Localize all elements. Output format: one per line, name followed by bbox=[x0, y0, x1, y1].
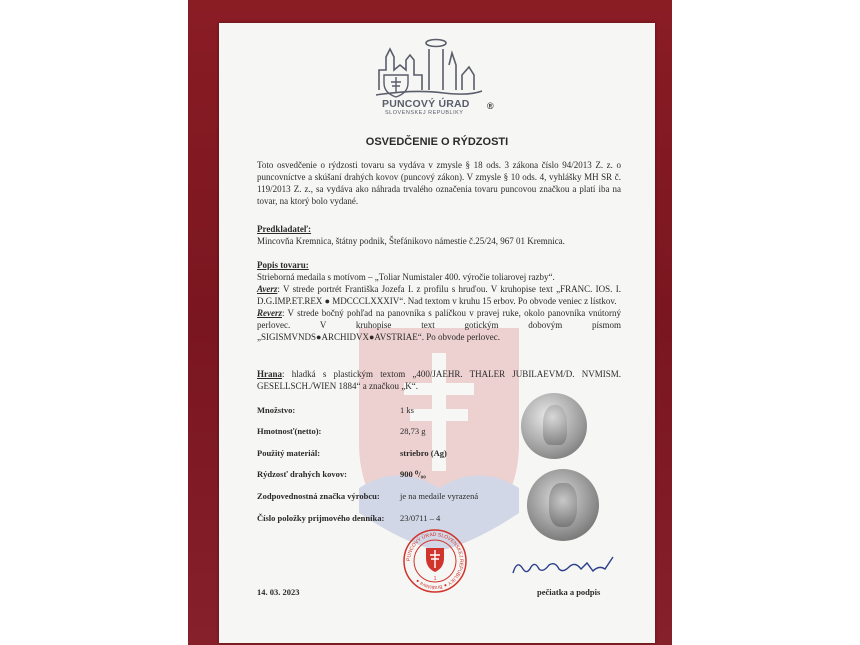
certificate-document bbox=[219, 23, 655, 643]
field-value: 900 ⁰/₀₀ bbox=[400, 469, 426, 479]
document-title: OSVEDČENIE O RÝDZOSTI bbox=[365, 136, 509, 148]
reverse-text: : V strede bočný pohľad na panovníka s palíčkou v pravej ruke, okolo panovníka vnútorný perlovec. V kruhopise text gotickým dobovým písmom „SIGISMVNDS●ARCHIDVX●AVSTRIAE“. Po obvode perlovec. bbox=[257, 308, 621, 342]
field-value: je na medaile vyrazená bbox=[400, 491, 479, 501]
registered-mark: ® bbox=[487, 101, 494, 111]
edge-label: Hrana bbox=[257, 369, 283, 379]
brand-name: PUNCOVÝ ÚRAD bbox=[382, 98, 470, 110]
edge-section bbox=[257, 368, 621, 392]
goods-section bbox=[257, 259, 621, 343]
field-label: Hmotnosť(netto): bbox=[257, 426, 322, 436]
stamp-ring-text: PUNCOVÝ ÚRAD SLOVENSKEJ REPUBLIKY ● Bratislava ● bbox=[405, 531, 465, 591]
brand-subtitle: SLOVENSKEJ REPUBLIKY bbox=[385, 110, 464, 116]
field-label: Zodpovednostná značka výrobcu: bbox=[257, 491, 380, 501]
field-value: 23/0711 – 4 bbox=[400, 513, 441, 523]
obverse-label: Averz bbox=[257, 284, 278, 294]
field-value: 1 ks bbox=[400, 405, 414, 415]
edge-text: : hladká s plastickým textom „400/JAEHR. THALER JUBILAEVM/D. NVMISM. GESELLSCH./WIEN 1884“ a značkou „K“. bbox=[257, 369, 621, 391]
puncovy-urad-logo-icon bbox=[374, 35, 484, 105]
submitter-value: Mincovňa Kremnica, štátny podnik, Štefánikovo námestie č.25/24, 967 01 Kremnica. bbox=[257, 236, 565, 246]
medal-obverse-image bbox=[521, 393, 587, 459]
official-stamp-icon bbox=[402, 528, 468, 594]
field-label: Množstvo: bbox=[257, 405, 296, 415]
field-value: striebro (Ag) bbox=[400, 448, 447, 458]
reverse-label: Reverz bbox=[257, 308, 282, 318]
stamp-number: 1 bbox=[433, 576, 437, 582]
obverse-text: : V strede portrét Františka Jozefa I. z profilu s hruďou. V kruhopise text „FRANC. IOS. I. D.G.IMP.ET.REX ● MDCCCLXXXIV“. Nad textom v kruhu 15 erbov. Po obvode veniec z lístkov. bbox=[257, 284, 621, 306]
medal-reverse-image bbox=[527, 469, 599, 541]
intro-paragraph: Toto osvedčenie o rýdzosti tovaru sa vydáva v zmysle § 18 ods. 3 zákona číslo 94/2013 Z. z. o puncovníctve a skúšaní drahých kovov (puncový zákon). V zmysle § 10 ods. 4, vyhlášky MH SR č. 119/2013 Z. z., sa vydáva ako náhrada trvalého označenia tovaru puncovou značkou a platí iba na tovar, na ktorý bolo vydané. bbox=[257, 160, 621, 206]
submitter-label: Predkladateľ: bbox=[257, 224, 312, 234]
handwritten-signature bbox=[509, 551, 619, 581]
field-value: 28,73 g bbox=[400, 426, 426, 436]
stamp-and-signature-label: pečiatka a podpis bbox=[537, 587, 601, 597]
field-label: Číslo položky prijmového denníka: bbox=[257, 513, 385, 523]
field-label: Použitý materiál: bbox=[257, 448, 321, 458]
submitter-section bbox=[257, 223, 621, 247]
field-label: Rýdzosť drahých kovov: bbox=[257, 469, 347, 479]
goods-line: Strieborná medaila s motívom – „Toliar Numistaler 400. výročie toliarovej razby“. bbox=[257, 272, 555, 282]
issue-date: 14. 03. 2023 bbox=[257, 587, 300, 597]
goods-label: Popis tovaru: bbox=[257, 260, 309, 270]
